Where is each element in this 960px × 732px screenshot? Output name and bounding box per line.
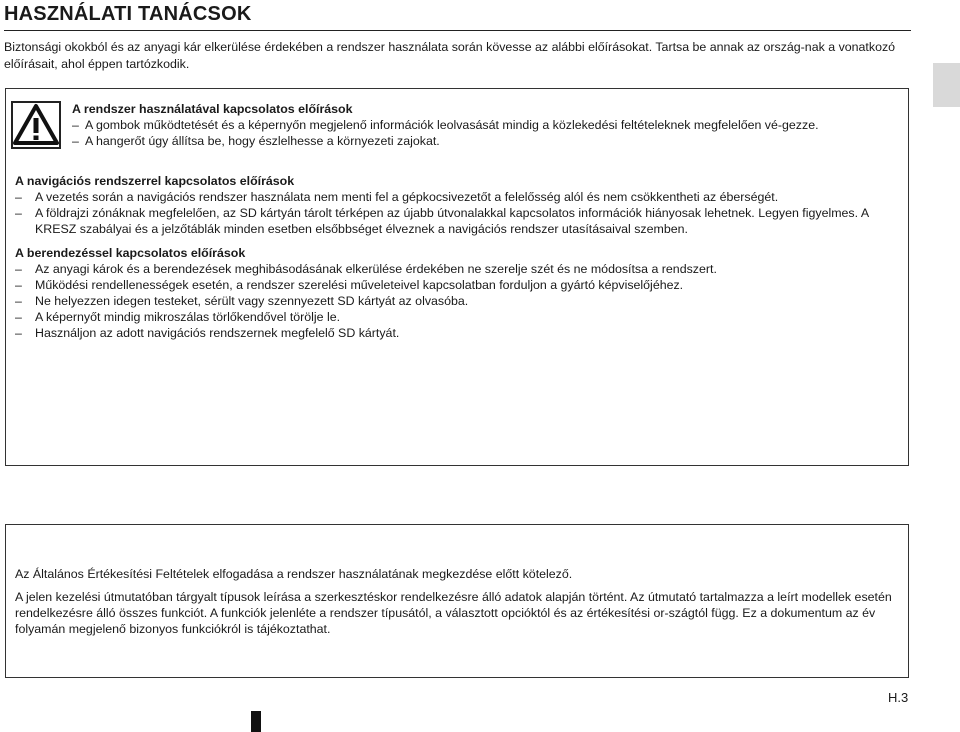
dash-bullet: –: [15, 206, 22, 220]
dash-bullet: –: [15, 326, 22, 340]
title-divider: [4, 30, 911, 31]
dash-bullet: –: [15, 310, 22, 324]
terms-note: Az Általános Értékesítési Feltételek elfogadása a rendszer használatának megkezdése előtt kötelező.: [15, 567, 573, 581]
list-item: – A földrajzi zónáknak megfelelően, az SD kártyán tárolt térképen az újabb útvonalakkal kapcsolatos információk hiányosak lehetnek. Legyen figyelmes. A KRESZ szabályai és a jelzőtáblák minden esetben elsőbbséget élveznek a navigációs rendszer utasításaival szemben.: [15, 206, 869, 236]
list-item: – Használjon az adott navigációs rendszernek megfelelő SD kártyát.: [15, 326, 400, 340]
list-item: – A képernyőt mindig mikroszálas törlőkendővel törölje le.: [15, 310, 341, 324]
dash-bullet: –: [15, 278, 22, 292]
page-number: H.3: [888, 690, 909, 705]
list-item: – Működési rendellenességek esetén, a rendszer szerelési műveleteivel kapcsolatban forduljon a gyártó képviselőjéhez.: [15, 278, 684, 292]
section-heading: A berendezéssel kapcsolatos előírások: [15, 246, 246, 260]
intro-paragraph: Biztonsági okokból és az anyagi kár elkerülése érdekében a rendszer használata során kövesse az alábbi előírásokat. Tartsa be annak az ország-nak a vonatkozó előírásait, ahol éppen tartózkodik.: [4, 40, 896, 71]
dash-bullet: –: [15, 190, 22, 204]
section-heading: A navigációs rendszerrel kapcsolatos előírások: [15, 174, 295, 188]
dash-bullet: –: [72, 118, 79, 132]
manual-description: A jelen kezelési útmutatóban tárgyalt típusok leírása a szerkesztéskor rendelkezésre álló adatok alapján történt. Az útmutató tartalmazza a leírt modellek esetén rendelkezésre álló összes funkciót. A funkciók jelenléte a rendszer típusától, a választott opcióktól és az értékesítési or-szágtól függ. Ez a dokumentum az év folyamán megjelenő bizonyos funkciókról is tájékoztathat.: [15, 590, 892, 636]
chapter-side-tab: [933, 63, 960, 107]
list-item: – A hangerőt úgy állítsa be, hogy észlelhesse a környezeti zajokat.: [72, 134, 440, 148]
dash-bullet: –: [15, 294, 22, 308]
list-item: – A vezetés során a navigációs rendszer használata nem menti fel a gépkocsivezetőt a felelősség alól és nem csökkentheti az éberségét.: [15, 190, 779, 204]
page-title: HASZNÁLATI TANÁCSOK: [4, 3, 252, 25]
print-mark: [251, 711, 261, 732]
list-item: – A gombok működtetését és a képernyőn megjelenő információk leolvasását mindig a közlekedési feltételeknek megfelelően vé-gezze.: [72, 118, 819, 132]
warning-triangle-icon: [11, 101, 61, 149]
system-usage-section: [72, 101, 902, 149]
section-heading: A rendszer használatával kapcsolatos előírások: [72, 102, 353, 116]
dash-bullet: –: [72, 134, 79, 148]
navigation-section: [15, 173, 905, 237]
list-item: – Ne helyezzen idegen testeket, sérült vagy szennyezett SD kártyát az olvasóba.: [15, 294, 469, 308]
list-item: – Az anyagi károk és a berendezések meghibásodásának elkerülése érdekében ne szerelje szét és ne módosítsa a rendszert.: [15, 262, 717, 276]
equipment-section: [15, 245, 905, 341]
dash-bullet: –: [15, 262, 22, 276]
